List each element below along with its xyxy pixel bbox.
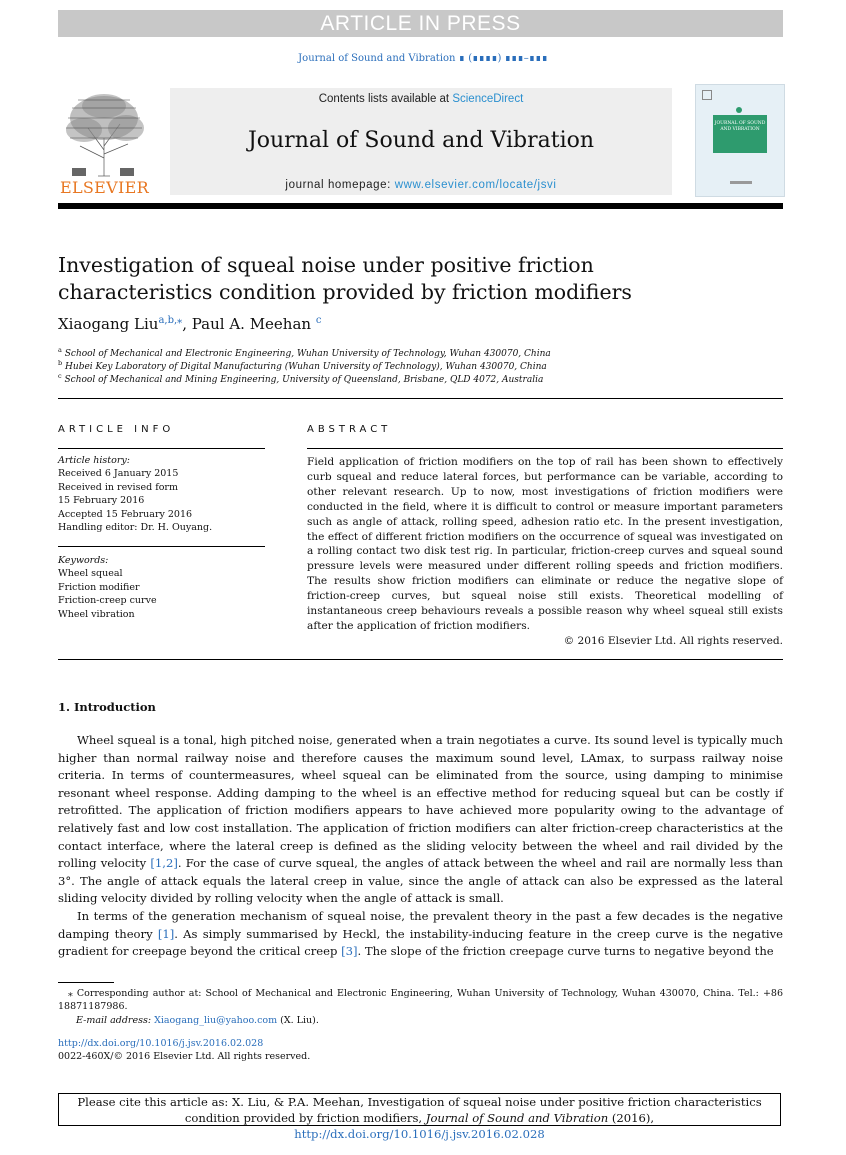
footnote-rule: [58, 982, 114, 983]
affiliation-text: School of Mechanical and Electronic Engineering, Wuhan University of Technology, Wuhan 430070, China: [64, 349, 551, 359]
sciencedirect-link[interactable]: ScienceDirect: [452, 93, 524, 105]
text-run: Wheel squeal is a tonal, high pitched noise, generated when a train negotiates a curve. Its sound level is typically much higher than normal railway noise and therefore causes the maximum sound level, LAmax, to surpass railway noise criteria. In terms of countermeasures, wheel squeal can be eliminated from the source, using damping to minimise resonant wheel response. Adding damping to the wheel is an effective method for reducing squeal but can be costly if retrofitted. The application of friction modifiers appears to have achieved more popularity owing to the advantage of relatively fast and low cost installation. The application of friction modifiers can alter friction-creep characteristics at the contact interface, where the lateral creep is defined as the sliding velocity between the wheel and rail divided by the rolling velocity: [58, 733, 783, 871]
cover-footer-mark: [730, 181, 752, 184]
keyword: Wheel vibration: [58, 608, 135, 620]
divider: [58, 659, 783, 660]
article-info-heading: ARTICLE INFO: [58, 424, 175, 435]
affiliation-text: Hubei Key Laboratory of Digital Manufacturing (Wuhan University of Technology), Wuhan 430070, China: [65, 362, 547, 372]
abstract-heading: ABSTRACT: [307, 424, 392, 435]
corresponding-note: ⁎ Corresponding author at: School of Mechanical and Electronic Engineering, Wuhan University of Technology, Wuhan 430070, China. Tel.: +86 18871187986.: [58, 988, 783, 1013]
affiliation-text: School of Mechanical and Mining Engineering, University of Queensland, Brisbane, QLD 4072, Australia: [64, 375, 544, 385]
divider: [58, 398, 783, 399]
issn-line: 0022-460X/© 2016 Elsevier Ltd. All rights reserved.: [58, 1051, 311, 1062]
cite-journal: Journal of Sound and Vibration: [425, 1111, 609, 1125]
author-name: Paul A. Meehan: [191, 315, 312, 333]
author-affiliation-marks[interactable]: a,b,⁎: [158, 315, 183, 326]
homepage-prefix: journal homepage:: [285, 179, 395, 191]
article-title: Investigation of squeal noise under positive friction characteristics condition provided by friction modifiers: [58, 253, 632, 304]
keyword: Wheel squeal: [58, 568, 123, 580]
affiliation-mark: b: [58, 359, 63, 367]
text-run: In terms of the generation mechanism of squeal noise, the prevalent theory in the past a few decades is the negative damping theory: [58, 908, 783, 941]
cover-logo-icon: [702, 90, 712, 100]
journal-cover-thumbnail[interactable]: [695, 84, 785, 197]
history-label: Article history:: [58, 455, 130, 466]
paragraph: [58, 908, 783, 961]
please-cite-box: [58, 1093, 781, 1141]
history-item: 15 February 2016: [58, 495, 145, 507]
author-list: [58, 315, 321, 333]
history-item: Accepted 15 February 2016: [58, 508, 193, 520]
author-affiliation-marks[interactable]: c: [315, 315, 322, 326]
citation-link[interactable]: [1,2]: [150, 856, 178, 871]
history-item: Received in revised form: [58, 481, 178, 493]
keyword: Friction modifier: [58, 581, 140, 593]
header-rule: [58, 203, 783, 209]
section-heading: 1. Introduction: [58, 700, 156, 714]
cite-prefix: Please cite this article as: X. Liu, & P.A. Meehan, Investigation of squeal noise under positive friction characteristics condition provided by friction modifiers,: [77, 1095, 762, 1125]
email-suffix: (X. Liu).: [277, 1014, 319, 1026]
abstract-copyright: © 2016 Elsevier Ltd. All rights reserved.: [563, 634, 783, 647]
cover-dot-icon: [736, 107, 742, 113]
citation-link[interactable]: [3]: [341, 944, 358, 959]
affiliation: [58, 359, 547, 372]
affiliation: [58, 372, 543, 385]
text-run: . As simply summarised by Heckl, the instability-inducing feature in the creep curve is the negative gradient for creepage beyond the critical creep: [58, 926, 783, 959]
affiliation-mark: a: [58, 346, 62, 354]
top-journal-citation[interactable]: Journal of Sound and Vibration ∎ (∎∎∎∎) ∎∎∎–∎∎∎: [298, 53, 548, 64]
abstract-body: [307, 455, 783, 649]
journal-title: Journal of Sound and Vibration: [247, 128, 595, 153]
cover-title-block: JOURNAL OF SOUND AND VIBRATION: [713, 115, 767, 153]
divider: [58, 546, 265, 547]
contents-prefix: Contents lists available at: [318, 93, 453, 105]
corresponding-author-footnote: [58, 987, 783, 1027]
keywords: [58, 554, 268, 621]
text-run: . The slope of the friction creepage curve turns to negative beyond the: [357, 944, 774, 959]
divider: [58, 448, 265, 449]
contents-line: [170, 93, 672, 105]
elsevier-wordmark: ELSEVIER: [60, 178, 149, 197]
author-separator: ,: [182, 315, 192, 333]
email-line: [58, 1014, 783, 1027]
paragraph: [58, 732, 783, 908]
history-item: Received 6 January 2015: [58, 468, 179, 480]
keywords-label: Keywords:: [58, 555, 109, 566]
affiliation: [58, 346, 551, 359]
text-run: . For the case of curve squeal, the angles of attack between the wheel and rail are normally less than 3°. The angle of attack equals the lateral creep in value, since the angle of attack can also be expressed as the lateral sliding velocity divided by rolling velocity when the angle of attack is small.: [58, 856, 784, 906]
email-label: E-mail address:: [76, 1014, 155, 1026]
cite-doi-link[interactable]: http://dx.doi.org/10.1016/j.jsv.2016.02.028: [294, 1127, 545, 1141]
introduction-body: [58, 732, 783, 961]
divider: [307, 448, 783, 449]
author-name: Xiaogang Liu: [58, 315, 159, 333]
abstract-text: Field application of friction modifiers on the top of rail has been shown to effectively curb squeal and reduce lateral forces, but performance can be variable, according to other relevant research. Up to now, most investigations of friction modifiers were conducted in the field, where it is difficult to control or measure important parameters such as angle of attack, rolling speed, adhesion ratio etc. In the present investigation, the effect of different friction modifiers on the occurrence of squeal was investigated on a rolling contact two disk test rig. In particular, friction-creep curves and squeal sound pressure levels were measured under different rolling speeds and friction modifiers. The results show friction modifiers can eliminate or reduce the negative slope of friction-creep curves, but squeal noise still exists. Theoretical modelling of instantaneous creep behaviours reveals a possible reason why wheel squeal still exists after the application of friction modifiers.: [307, 456, 783, 632]
article-in-press-banner: ARTICLE IN PRESS: [58, 10, 783, 37]
homepage-link[interactable]: www.elsevier.com/locate/jsvi: [394, 179, 557, 191]
citation-link[interactable]: [1]: [157, 926, 175, 941]
email-link[interactable]: Xiaogang_liu@yahoo.com: [154, 1014, 278, 1026]
journal-homepage-line: [170, 179, 672, 191]
doi-link[interactable]: http://dx.doi.org/10.1016/j.jsv.2016.02.028: [58, 1038, 264, 1049]
article-history: [58, 454, 268, 534]
affiliation-mark: c: [58, 372, 62, 380]
history-item: Handling editor: Dr. H. Ouyang.: [58, 522, 213, 534]
cite-year: (2016),: [608, 1111, 655, 1125]
keyword: Friction-creep curve: [58, 595, 157, 607]
